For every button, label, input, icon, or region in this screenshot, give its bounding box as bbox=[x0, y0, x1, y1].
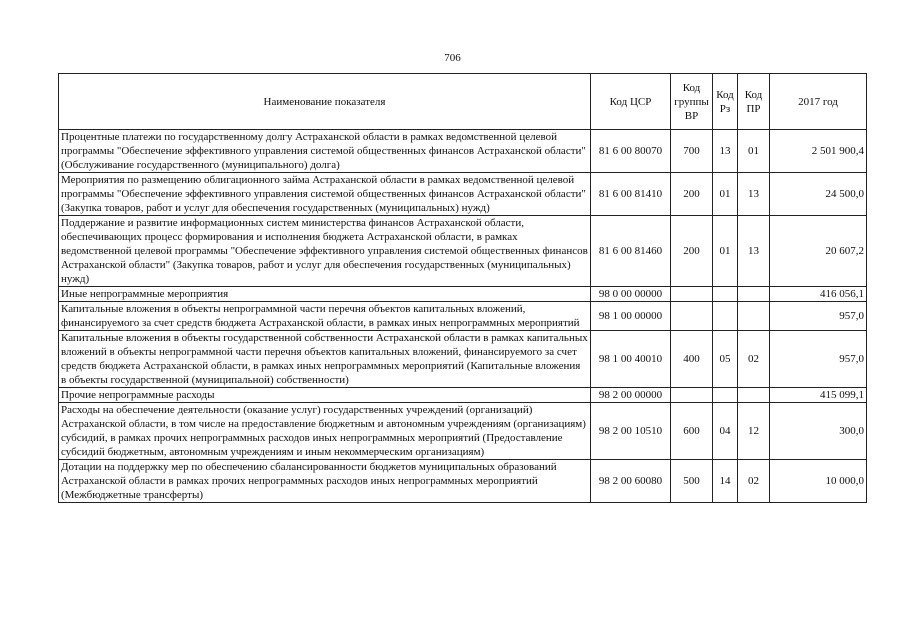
cell-pr: 13 bbox=[738, 173, 770, 216]
cell-rz bbox=[713, 287, 738, 302]
cell-pr bbox=[738, 388, 770, 403]
cell-rz: 13 bbox=[713, 130, 738, 173]
cell-amount: 20 607,2 bbox=[770, 216, 867, 287]
header-pr bbox=[738, 74, 770, 130]
header-rz bbox=[713, 74, 738, 130]
cell-rz: 01 bbox=[713, 173, 738, 216]
cell-rz: 04 bbox=[713, 403, 738, 460]
cell-vr: 200 bbox=[671, 173, 713, 216]
cell-amount: 957,0 bbox=[770, 331, 867, 388]
header-vr-line: группы bbox=[674, 95, 709, 108]
header-vr-line: ВР bbox=[684, 109, 699, 122]
cell-csr: 98 2 00 00000 bbox=[591, 388, 671, 403]
cell-name: Процентные платежи по государственному долгу Астраханской области в рамках ведомственной целевой программы "Обеспечение эффективного управления системой общественных финансов Астраханской области" (Обслуживание государственного (муниципального) долга) bbox=[59, 130, 591, 173]
cell-rz: 05 bbox=[713, 331, 738, 388]
cell-vr: 600 bbox=[671, 403, 713, 460]
cell-csr: 98 2 00 60080 bbox=[591, 460, 671, 503]
cell-pr bbox=[738, 302, 770, 331]
cell-name: Капитальные вложения в объекты государственной собственности Астраханской области в рамках капитальных вложений в объекты непрограммной части перечня объектов капитальных вложений, финансируемого за счет средств бюджета Астраханской области, в рамках иных непрограммных мероприятий (Капитальные вложения в объекты государственной (муниципальной) собственности) bbox=[59, 331, 591, 388]
table-row bbox=[59, 388, 867, 403]
table-row bbox=[59, 460, 867, 503]
cell-name: Иные непрограммные мероприятия bbox=[59, 287, 591, 302]
cell-pr bbox=[738, 287, 770, 302]
cell-csr: 81 6 00 81460 bbox=[591, 216, 671, 287]
table-row bbox=[59, 287, 867, 302]
header-rz-line: Код bbox=[716, 88, 734, 101]
table-row bbox=[59, 130, 867, 173]
header-vr bbox=[671, 74, 713, 130]
cell-csr: 81 6 00 81410 bbox=[591, 173, 671, 216]
cell-vr: 200 bbox=[671, 216, 713, 287]
table-row bbox=[59, 216, 867, 287]
cell-name: Капитальные вложения в объекты непрограммной части перечня объектов капитальных вложений, финансируемого за счет средств бюджета Астраханской области, в рамках иных непрограммных мероприятий bbox=[59, 302, 591, 331]
cell-amount: 2 501 900,4 bbox=[770, 130, 867, 173]
header-name: Наименование показателя bbox=[59, 74, 591, 130]
cell-amount: 24 500,0 bbox=[770, 173, 867, 216]
table-row bbox=[59, 403, 867, 460]
header-year: 2017 год bbox=[770, 74, 867, 130]
cell-vr bbox=[671, 302, 713, 331]
cell-vr: 400 bbox=[671, 331, 713, 388]
table-row bbox=[59, 331, 867, 388]
cell-vr: 500 bbox=[671, 460, 713, 503]
cell-csr: 98 1 00 40010 bbox=[591, 331, 671, 388]
budget-table bbox=[58, 73, 867, 503]
header-rz-line: Рз bbox=[719, 102, 731, 115]
cell-vr: 700 bbox=[671, 130, 713, 173]
cell-vr bbox=[671, 388, 713, 403]
cell-vr bbox=[671, 287, 713, 302]
cell-name: Прочие непрограммные расходы bbox=[59, 388, 591, 403]
table-row bbox=[59, 302, 867, 331]
cell-rz bbox=[713, 302, 738, 331]
cell-name: Поддержание и развитие информационных систем министерства финансов Астраханской области, обеспечивающих процесс формирования и исполнения бюджета Астраханской области, в рамках ведомственной целевой программы "Обеспечение эффективного управления системой общественных финансов Астраханской области" (Закупка товаров, работ и услуг для обеспечения государственных (муниципальных) нужд) bbox=[59, 216, 591, 287]
cell-pr: 12 bbox=[738, 403, 770, 460]
table-header-row bbox=[59, 74, 867, 130]
cell-rz: 01 bbox=[713, 216, 738, 287]
cell-name: Расходы на обеспечение деятельности (оказание услуг) государственных учреждений (организаций) Астраханской области, в том числе на предоставление бюджетным и автономным учреждениям (организациям) субсидий, в рамках прочих непрограммных расходов иных непрограммных мероприятий (Предоставление субсидий бюджетным, автономным учреждениям и иным некоммерческим организациям) bbox=[59, 403, 591, 460]
cell-pr: 02 bbox=[738, 460, 770, 503]
cell-amount: 957,0 bbox=[770, 302, 867, 331]
cell-pr: 02 bbox=[738, 331, 770, 388]
cell-pr: 01 bbox=[738, 130, 770, 173]
header-pr-line: ПР bbox=[746, 102, 761, 115]
cell-amount: 415 099,1 bbox=[770, 388, 867, 403]
page-number: 706 bbox=[444, 52, 461, 64]
cell-csr: 98 1 00 00000 bbox=[591, 302, 671, 331]
header-vr-line: Код bbox=[682, 81, 701, 94]
cell-amount: 416 056,1 bbox=[770, 287, 867, 302]
header-pr-line: Код bbox=[744, 88, 763, 101]
cell-name: Дотации на поддержку мер по обеспечению сбалансированности бюджетов муниципальных образований Астраханской области в рамках прочих непрограммных расходов иных непрограммных мероприятий (Межбюджетные трансферты) bbox=[59, 460, 591, 503]
cell-rz: 14 bbox=[713, 460, 738, 503]
cell-csr: 98 0 00 00000 bbox=[591, 287, 671, 302]
cell-amount: 10 000,0 bbox=[770, 460, 867, 503]
cell-name: Мероприятия по размещению облигационного займа Астраханской области в рамках ведомственной целевой программы "Обеспечение эффективного управления системой общественных финансов Астраханской области" (Закупка товаров, работ и услуг для обеспечения государственных (муниципальных) нужд) bbox=[59, 173, 591, 216]
cell-csr: 98 2 00 10510 bbox=[591, 403, 671, 460]
cell-pr: 13 bbox=[738, 216, 770, 287]
cell-amount: 300,0 bbox=[770, 403, 867, 460]
cell-csr: 81 6 00 80070 bbox=[591, 130, 671, 173]
table-row bbox=[59, 173, 867, 216]
header-csr: Код ЦСР bbox=[591, 74, 671, 130]
cell-rz bbox=[713, 388, 738, 403]
